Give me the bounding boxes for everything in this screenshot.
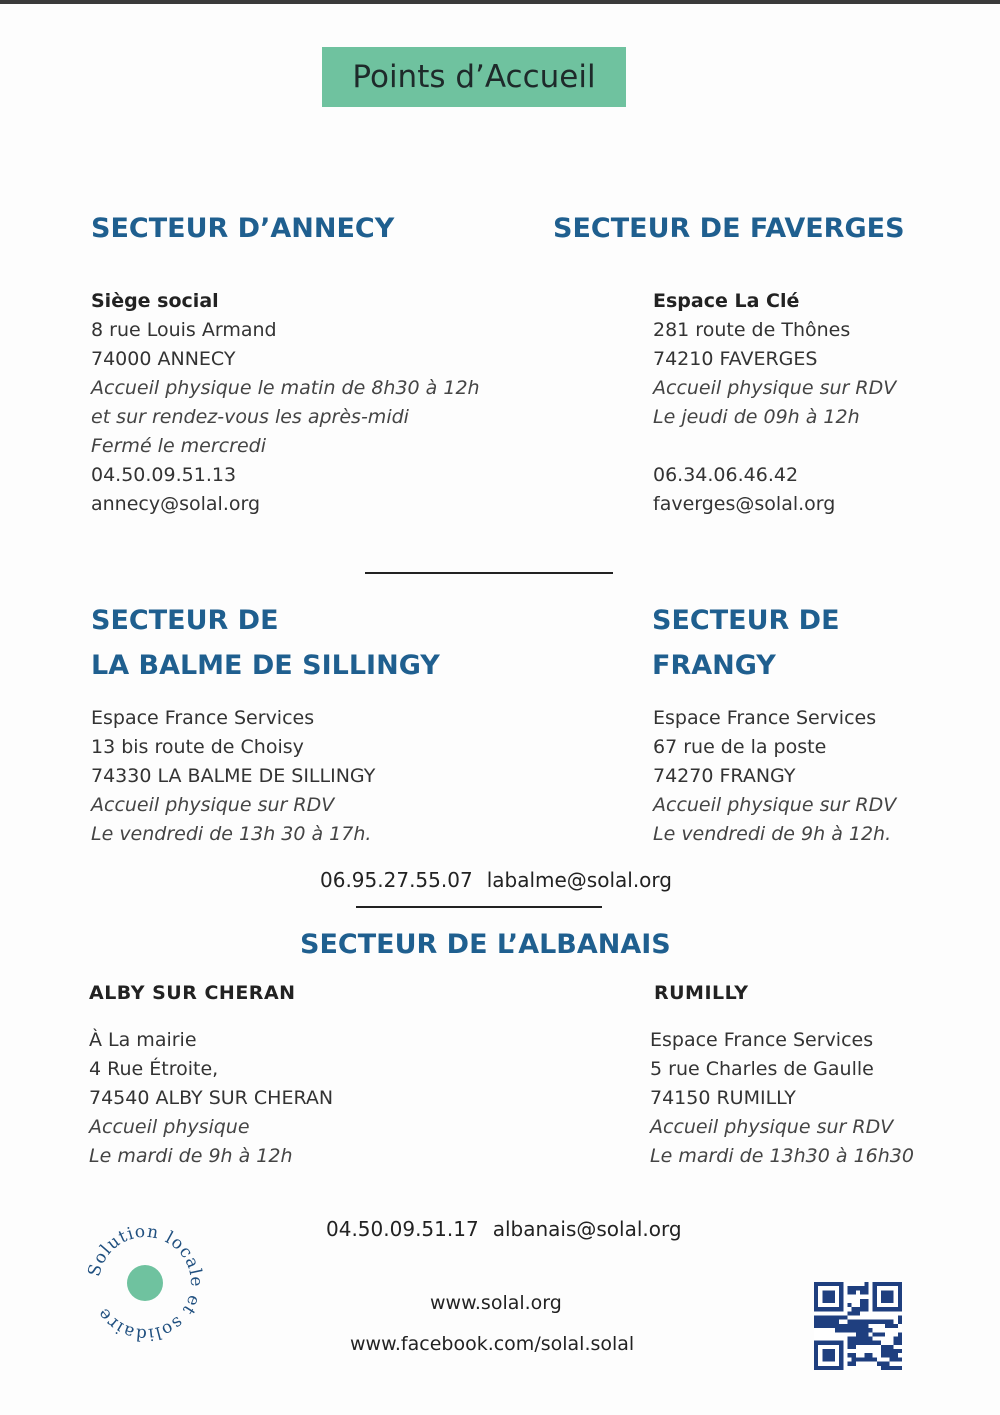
annecy-email[interactable]: annecy@solal.org bbox=[91, 493, 261, 515]
annecy-street: 8 rue Louis Armand bbox=[91, 319, 277, 341]
frangy-city: 74270 FRANGY bbox=[653, 765, 796, 787]
balme-hours-2: Le vendredi de 13h 30 à 17h. bbox=[91, 823, 372, 845]
rumilly-city: 74150 RUMILLY bbox=[650, 1087, 796, 1109]
faverges-heading: SECTEUR DE FAVERGES bbox=[553, 213, 905, 244]
balme-heading-line1: SECTEUR DE bbox=[91, 605, 279, 636]
faverges-hours-1: Accueil physique sur RDV bbox=[653, 377, 897, 399]
balme-email[interactable]: labalme@solal.org bbox=[486, 868, 672, 892]
rumilly-street: 5 rue Charles de Gaulle bbox=[650, 1058, 874, 1080]
balme-hours-1: Accueil physique sur RDV bbox=[91, 794, 335, 816]
divider-2 bbox=[356, 906, 602, 908]
alby-street: 4 Rue Étroite, bbox=[89, 1058, 219, 1080]
alby-block bbox=[89, 1026, 333, 1171]
alby-hours-1: Accueil physique bbox=[89, 1116, 250, 1138]
faverges-email[interactable]: faverges@solal.org bbox=[653, 493, 836, 515]
alby-city: 74540 ALBY SUR CHERAN bbox=[89, 1087, 334, 1109]
annecy-hours-1: Accueil physique le matin de 8h30 à 12h bbox=[91, 377, 480, 399]
faverges-hours-2: Le jeudi de 09h à 12h bbox=[653, 406, 860, 428]
svg-text:Solution locale et solidaire: Solution locale et solidaire bbox=[84, 1221, 207, 1345]
rumilly-hours-1: Accueil physique sur RDV bbox=[650, 1116, 894, 1138]
alby-subheading: ALBY SUR CHERAN bbox=[89, 982, 296, 1004]
faverges-city: 74210 FAVERGES bbox=[653, 348, 818, 370]
annecy-block bbox=[91, 287, 480, 519]
balme-phone: 06.95.27.55.07 bbox=[320, 868, 473, 892]
faverges-block bbox=[653, 287, 896, 519]
albanais-email[interactable]: albanais@solal.org bbox=[492, 1217, 682, 1241]
balme-block bbox=[91, 704, 375, 849]
balme-city: 74330 LA BALME DE SILLINGY bbox=[91, 765, 376, 787]
qr-code-icon[interactable] bbox=[814, 1282, 902, 1370]
facebook-link[interactable]: www.facebook.com/solal.solal bbox=[350, 1333, 635, 1355]
frangy-name: Espace France Services bbox=[653, 707, 877, 729]
logo-dot-icon bbox=[127, 1265, 163, 1301]
frangy-heading-line1: SECTEUR DE bbox=[652, 605, 840, 636]
annecy-heading: SECTEUR D’ANNECY bbox=[91, 213, 395, 244]
alby-hours-2: Le mardi de 9h à 12h bbox=[89, 1145, 293, 1167]
annecy-name: Siège social bbox=[91, 290, 219, 312]
frangy-heading-line2: FRANGY bbox=[652, 650, 776, 681]
rumilly-block bbox=[650, 1026, 914, 1171]
divider-1 bbox=[365, 572, 613, 574]
faverges-phone: 06.34.06.46.42 bbox=[653, 464, 799, 486]
annecy-closed: Fermé le mercredi bbox=[91, 435, 266, 457]
rumilly-subheading: RUMILLY bbox=[654, 982, 749, 1004]
balme-contact-line bbox=[320, 868, 686, 892]
annecy-hours-2: et sur rendez-vous les après-midi bbox=[91, 406, 409, 428]
rumilly-name: Espace France Services bbox=[650, 1029, 874, 1051]
albanais-heading: SECTEUR DE L’ALBANAIS bbox=[300, 929, 671, 960]
annecy-phone: 04.50.09.51.13 bbox=[91, 464, 237, 486]
annecy-city: 74000 ANNECY bbox=[91, 348, 236, 370]
top-border bbox=[0, 0, 1000, 4]
frangy-hours-2: Le vendredi de 9h à 12h. bbox=[653, 823, 892, 845]
rumilly-hours-2: Le mardi de 13h30 à 16h30 bbox=[650, 1145, 914, 1167]
frangy-hours-1: Accueil physique sur RDV bbox=[653, 794, 897, 816]
balme-heading-line2: LA BALME DE SILLINGY bbox=[91, 650, 440, 681]
alby-name: À La mairie bbox=[89, 1029, 197, 1051]
page-title: Points d’Accueil bbox=[352, 59, 596, 95]
solal-logo bbox=[80, 1218, 210, 1348]
frangy-street: 67 rue de la poste bbox=[653, 736, 827, 758]
balme-name: Espace France Services bbox=[91, 707, 315, 729]
website-link[interactable]: www.solal.org bbox=[430, 1292, 562, 1314]
page-title-box bbox=[322, 47, 626, 107]
faverges-name: Espace La Clé bbox=[653, 290, 800, 312]
faverges-street: 281 route de Thônes bbox=[653, 319, 851, 341]
albanais-phone: 04.50.09.51.17 bbox=[326, 1217, 479, 1241]
balme-street: 13 bis route de Choisy bbox=[91, 736, 304, 758]
albanais-contact-line bbox=[326, 1217, 696, 1241]
frangy-block bbox=[653, 704, 896, 849]
